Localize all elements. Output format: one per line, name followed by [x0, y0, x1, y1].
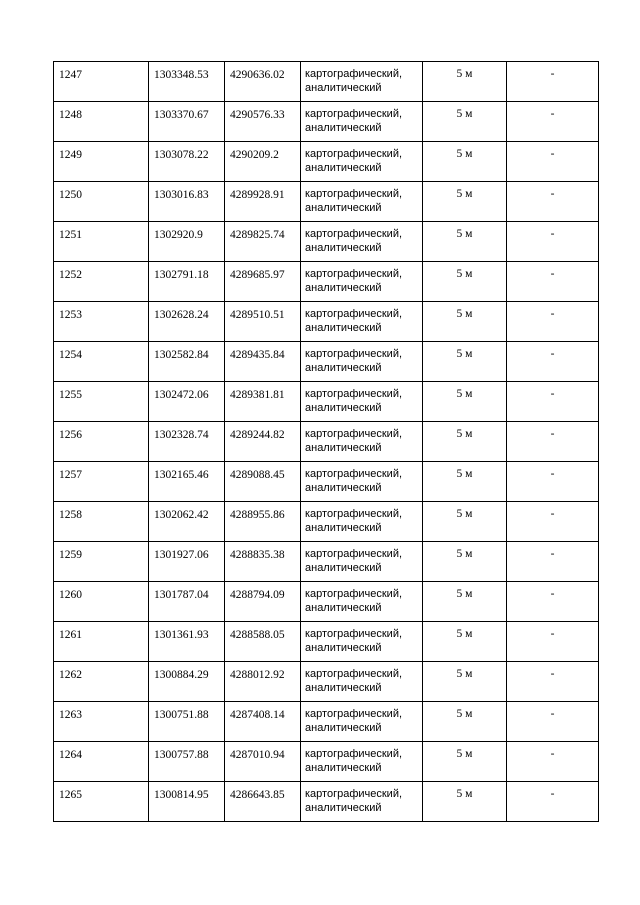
point-number-cell: 1250 [54, 182, 149, 222]
method-line2: аналитический [305, 442, 382, 454]
note-cell: - [507, 502, 599, 542]
method-cell [301, 662, 423, 702]
method-line2: аналитический [305, 242, 382, 254]
x-coordinate-cell: 1303078.22 [149, 142, 225, 182]
accuracy-cell: 5 м [423, 622, 507, 662]
x-coordinate-cell: 1300757.88 [149, 742, 225, 782]
method-cell [301, 462, 423, 502]
note-cell: - [507, 422, 599, 462]
point-number-cell: 1259 [54, 542, 149, 582]
table-row [54, 422, 599, 462]
x-coordinate-cell: 1302628.24 [149, 302, 225, 342]
method-line2: аналитический [305, 522, 382, 534]
note-cell: - [507, 702, 599, 742]
point-number-cell: 1264 [54, 742, 149, 782]
y-coordinate-cell: 4289928.91 [225, 182, 301, 222]
method-line1: картографический, [305, 668, 403, 680]
accuracy-cell: 5 м [423, 102, 507, 142]
table-row [54, 222, 599, 262]
method-line2: аналитический [305, 802, 382, 814]
note-cell: - [507, 582, 599, 622]
method-line1: картографический, [305, 308, 403, 320]
method-cell [301, 342, 423, 382]
method-line2: аналитический [305, 642, 382, 654]
method-line1: картографический, [305, 428, 403, 440]
table-row [54, 382, 599, 422]
y-coordinate-cell: 4290636.02 [225, 62, 301, 102]
x-coordinate-cell: 1300814.95 [149, 782, 225, 822]
method-line1: картографический, [305, 468, 403, 480]
method-line2: аналитический [305, 482, 382, 494]
table-row [54, 542, 599, 582]
method-cell [301, 582, 423, 622]
method-line1: картографический, [305, 108, 403, 120]
y-coordinate-cell: 4288588.05 [225, 622, 301, 662]
table-row [54, 302, 599, 342]
method-cell [301, 622, 423, 662]
note-cell: - [507, 102, 599, 142]
accuracy-cell: 5 м [423, 582, 507, 622]
point-number-cell: 1252 [54, 262, 149, 302]
x-coordinate-cell: 1301787.04 [149, 582, 225, 622]
table-row [54, 102, 599, 142]
point-number-cell: 1265 [54, 782, 149, 822]
point-number-cell: 1258 [54, 502, 149, 542]
y-coordinate-cell: 4287408.14 [225, 702, 301, 742]
coordinates-table-body [54, 62, 599, 822]
note-cell: - [507, 542, 599, 582]
table-row [54, 462, 599, 502]
method-line2: аналитический [305, 82, 382, 94]
method-cell [301, 542, 423, 582]
y-coordinate-cell: 4289088.45 [225, 462, 301, 502]
table-row [54, 62, 599, 102]
x-coordinate-cell: 1301361.93 [149, 622, 225, 662]
method-line2: аналитический [305, 402, 382, 414]
x-coordinate-cell: 1302328.74 [149, 422, 225, 462]
accuracy-cell: 5 м [423, 302, 507, 342]
table-row [54, 622, 599, 662]
point-number-cell: 1262 [54, 662, 149, 702]
point-number-cell: 1261 [54, 622, 149, 662]
note-cell: - [507, 742, 599, 782]
method-line1: картографический, [305, 188, 403, 200]
note-cell: - [507, 62, 599, 102]
table-row [54, 502, 599, 542]
x-coordinate-cell: 1302062.42 [149, 502, 225, 542]
point-number-cell: 1255 [54, 382, 149, 422]
accuracy-cell: 5 м [423, 782, 507, 822]
method-cell [301, 502, 423, 542]
method-line2: аналитический [305, 122, 382, 134]
method-cell [301, 422, 423, 462]
table-row [54, 782, 599, 822]
x-coordinate-cell: 1302472.06 [149, 382, 225, 422]
accuracy-cell: 5 м [423, 742, 507, 782]
method-line1: картографический, [305, 748, 403, 760]
y-coordinate-cell: 4288835.38 [225, 542, 301, 582]
x-coordinate-cell: 1302165.46 [149, 462, 225, 502]
method-line2: аналитический [305, 362, 382, 374]
x-coordinate-cell: 1302582.84 [149, 342, 225, 382]
method-line1: картографический, [305, 228, 403, 240]
method-cell [301, 142, 423, 182]
method-line1: картографический, [305, 148, 403, 160]
y-coordinate-cell: 4289510.51 [225, 302, 301, 342]
table-row [54, 662, 599, 702]
point-number-cell: 1260 [54, 582, 149, 622]
y-coordinate-cell: 4289381.81 [225, 382, 301, 422]
method-line2: аналитический [305, 762, 382, 774]
accuracy-cell: 5 м [423, 262, 507, 302]
y-coordinate-cell: 4289244.82 [225, 422, 301, 462]
note-cell: - [507, 462, 599, 502]
point-number-cell: 1253 [54, 302, 149, 342]
accuracy-cell: 5 м [423, 502, 507, 542]
method-line1: картографический, [305, 68, 403, 80]
note-cell: - [507, 662, 599, 702]
table-row [54, 182, 599, 222]
note-cell: - [507, 342, 599, 382]
accuracy-cell: 5 м [423, 142, 507, 182]
note-cell: - [507, 782, 599, 822]
x-coordinate-cell: 1301927.06 [149, 542, 225, 582]
y-coordinate-cell: 4286643.85 [225, 782, 301, 822]
method-cell [301, 302, 423, 342]
x-coordinate-cell: 1300884.29 [149, 662, 225, 702]
method-line2: аналитический [305, 162, 382, 174]
table-row [54, 702, 599, 742]
accuracy-cell: 5 м [423, 462, 507, 502]
y-coordinate-cell: 4289825.74 [225, 222, 301, 262]
accuracy-cell: 5 м [423, 702, 507, 742]
x-coordinate-cell: 1302791.18 [149, 262, 225, 302]
accuracy-cell: 5 м [423, 342, 507, 382]
point-number-cell: 1251 [54, 222, 149, 262]
x-coordinate-cell: 1303370.67 [149, 102, 225, 142]
accuracy-cell: 5 м [423, 222, 507, 262]
y-coordinate-cell: 4288012.92 [225, 662, 301, 702]
y-coordinate-cell: 4290209.2 [225, 142, 301, 182]
note-cell: - [507, 142, 599, 182]
y-coordinate-cell: 4287010.94 [225, 742, 301, 782]
method-line1: картографический, [305, 348, 403, 360]
method-line1: картографический, [305, 388, 403, 400]
accuracy-cell: 5 м [423, 422, 507, 462]
point-number-cell: 1257 [54, 462, 149, 502]
method-cell [301, 102, 423, 142]
point-number-cell: 1263 [54, 702, 149, 742]
point-number-cell: 1249 [54, 142, 149, 182]
note-cell: - [507, 182, 599, 222]
table-row [54, 742, 599, 782]
method-line2: аналитический [305, 602, 382, 614]
table-row [54, 582, 599, 622]
method-cell [301, 782, 423, 822]
accuracy-cell: 5 м [423, 662, 507, 702]
method-line1: картографический, [305, 708, 403, 720]
method-line2: аналитический [305, 722, 382, 734]
method-cell [301, 62, 423, 102]
table-row [54, 262, 599, 302]
note-cell: - [507, 222, 599, 262]
method-cell [301, 222, 423, 262]
y-coordinate-cell: 4290576.33 [225, 102, 301, 142]
method-line2: аналитический [305, 562, 382, 574]
method-cell [301, 382, 423, 422]
point-number-cell: 1248 [54, 102, 149, 142]
method-line1: картографический, [305, 508, 403, 520]
table-row [54, 342, 599, 382]
y-coordinate-cell: 4288794.09 [225, 582, 301, 622]
method-cell [301, 742, 423, 782]
x-coordinate-cell: 1303016.83 [149, 182, 225, 222]
method-line1: картографический, [305, 548, 403, 560]
y-coordinate-cell: 4289685.97 [225, 262, 301, 302]
y-coordinate-cell: 4289435.84 [225, 342, 301, 382]
point-number-cell: 1247 [54, 62, 149, 102]
x-coordinate-cell: 1300751.88 [149, 702, 225, 742]
point-number-cell: 1254 [54, 342, 149, 382]
method-line1: картографический, [305, 788, 403, 800]
accuracy-cell: 5 м [423, 62, 507, 102]
accuracy-cell: 5 м [423, 382, 507, 422]
note-cell: - [507, 622, 599, 662]
x-coordinate-cell: 1303348.53 [149, 62, 225, 102]
method-line1: картографический, [305, 588, 403, 600]
method-cell [301, 182, 423, 222]
coordinates-table [53, 61, 599, 822]
note-cell: - [507, 262, 599, 302]
note-cell: - [507, 302, 599, 342]
method-line1: картографический, [305, 268, 403, 280]
method-cell [301, 262, 423, 302]
method-line2: аналитический [305, 282, 382, 294]
note-cell: - [507, 382, 599, 422]
y-coordinate-cell: 4288955.86 [225, 502, 301, 542]
accuracy-cell: 5 м [423, 182, 507, 222]
method-cell [301, 702, 423, 742]
table-row [54, 142, 599, 182]
accuracy-cell: 5 м [423, 542, 507, 582]
method-line1: картографический, [305, 628, 403, 640]
method-line2: аналитический [305, 322, 382, 334]
x-coordinate-cell: 1302920.9 [149, 222, 225, 262]
point-number-cell: 1256 [54, 422, 149, 462]
method-line2: аналитический [305, 202, 382, 214]
method-line2: аналитический [305, 682, 382, 694]
